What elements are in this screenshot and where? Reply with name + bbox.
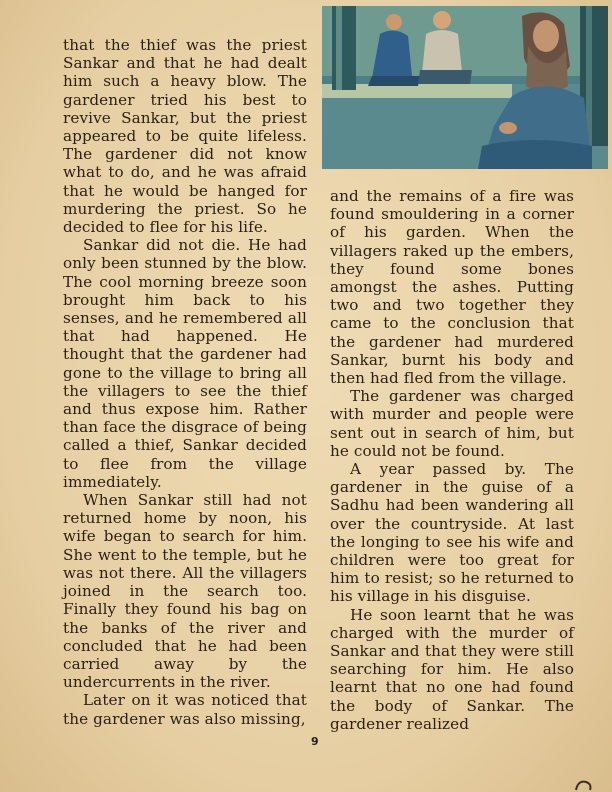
paragraph: The gardener was charged with murder and people were sent out in search of him, but he could not be found.: [330, 387, 574, 460]
story-illustration: [322, 6, 608, 169]
right-column: [330, 187, 574, 733]
paragraph: He soon learnt that he was charged with the murder of Sankar and that they were still searching for him. He also learnt that no one had found the body of Sankar. The gardener realized: [330, 605, 574, 733]
paragraph: A year passed by. The gardener in the guise of a Sadhu had been wandering all over the countryside. At last the longing to see his wife and children were too great for him to resist; so he returned to his village in his disguise.: [330, 460, 574, 606]
paragraph: When Sankar still had not returned home by noon, his wife began to search for him. She went to the temple, but he was not there. All the villagers joined in the search too. Finally they found his bag on the banks of the river and concluded that he had been carried away by the undercurrents in the river.: [63, 491, 307, 692]
paragraph: and the remains of a fire was found smouldering in a corner of his garden. When the villagers raked up the embers, they found some bones amongst the ashes. Putting two and two together they came to the conclusion that the gardener had murdered Sankar, burnt his body and then had fled from the village.: [330, 187, 574, 388]
paragraph: that the thief was the priest Sankar and that he had dealt him such a heavy blow. The gardener tried his best to revive Sankar, but the priest appeared to be quite lifeless. The gardener did not know what to do, and he was afraid that he would be hanged for murdering the priest. So he decided to flee for his life.: [63, 36, 307, 237]
paragraph: Later on it was noticed that the gardener was also missing,: [63, 691, 307, 728]
page-number: 9: [311, 735, 319, 748]
illustration-art: [322, 6, 608, 169]
corner-scribble-icon: [566, 772, 606, 792]
paragraph: Sankar did not die. He had only been stunned by the blow. The cool morning breeze soon brought him back to his senses, and he remembered all that had happened. He thought that the gardener had gone to the village to bring all the villagers to see the thief and thus expose him. Rather than face the disgrace of being called a thief, Sankar decided to flee from the village immediately.: [63, 236, 307, 491]
left-column: [63, 36, 307, 728]
